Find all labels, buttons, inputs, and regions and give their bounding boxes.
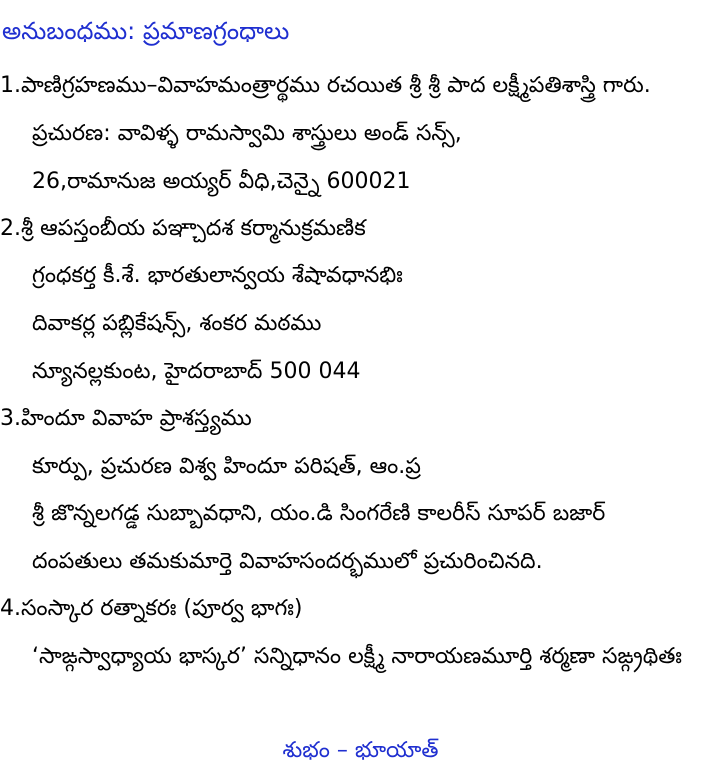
- reference-2-author: గ్రంధకర్త కీ.శే. భారతులాన్వయ శేషావధానభిః: [32, 263, 403, 288]
- reference-4-heading: 4.సంస్కార రత్నాకరః (పూర్వ భాగః): [0, 596, 303, 621]
- reference-1-address: 26,రామానుజ అయ్యర్ వీధి,చెన్నై 600021: [32, 169, 411, 194]
- page-title: అనుబంధము: ప్రమాణగ్రంధాలు: [2, 17, 290, 45]
- reference-3-heading: 3.హిందూ వివాహ ప్రాశస్త్యము: [0, 406, 252, 431]
- closing-blessing: శుభం – భూయాత్: [282, 738, 439, 763]
- reference-4-author: ‘సాఙ్గస్వాధ్యాయ భాస్కర’ సన్నిధానం లక్ష్మీ నారాయణమూర్తి శర్మణా సఙ్గ్రథితః: [32, 644, 682, 669]
- reference-3-compiler: కూర్పు, ప్రచురణ విశ్వ హిందూ పరిషత్, ఆం.ప్ర: [32, 454, 421, 479]
- reference-1-heading: 1.పాణిగ్రహణము–వివాహమంత్రార్థము రచయిత శ్రీ శ్రీ పాద లక్ష్మీపతిశాస్త్రి గారు.: [0, 73, 651, 98]
- reference-2-address: న్యూనల్లకుంట, హైదరాబాద్ 500 044: [32, 359, 361, 384]
- reference-3-sponsor: శ్రీ జొన్నలగడ్డ సుబ్బావధాని, యం.డి సింగరేణి కాలరీస్ సూపర్ బజార్: [32, 501, 606, 526]
- reference-2-heading: 2.శ్రీ ఆపస్తంబీయ పఞ్చాదశ కర్మానుక్రమణిక: [0, 216, 366, 241]
- reference-2-publisher: దివాకర్ల పబ్లికేషన్స్, శంకర మఠము: [32, 311, 322, 336]
- reference-3-note: దంపతులు తమకుమార్తె వివాహసందర్భములో ప్రచురించినది.: [32, 549, 543, 574]
- reference-1-publisher: ప్రచురణ: వావిళ్ళ రామస్వామి శాస్త్రులు అండ్ సన్స్,: [32, 121, 462, 146]
